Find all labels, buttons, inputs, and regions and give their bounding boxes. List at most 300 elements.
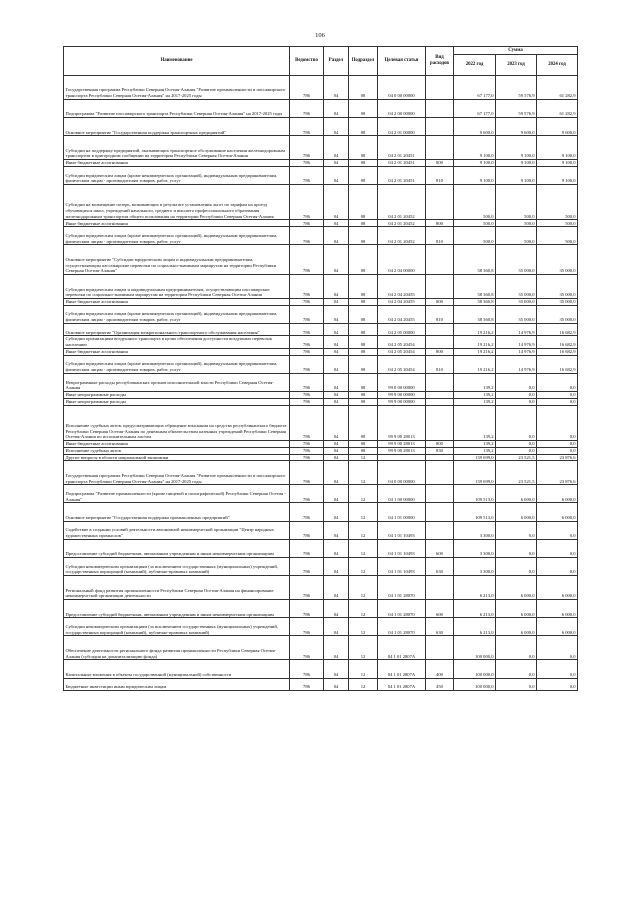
table-row	[64, 440, 578, 447]
row-name: Обеспечение деятельности регионального фонда развития промышленности Республики Северная Осетия-Алания (субсидия на докапитализацию фонда)	[64, 636, 290, 660]
row-sum-2022: 38 360,8	[454, 298, 496, 305]
row-podrazdel: 08	[349, 440, 378, 447]
col-vr-header: Вид расходов	[426, 47, 454, 76]
row-sum-2023: 6 000,0	[496, 600, 537, 618]
row-cs: 04 1 01 10493	[378, 557, 426, 575]
row-ved: 786	[290, 166, 324, 184]
row-ved: 786	[290, 227, 324, 245]
row-vr: 630	[426, 618, 454, 636]
row-ved: 786	[290, 636, 324, 660]
row-vr	[426, 373, 454, 391]
row-razdel: 04	[324, 136, 349, 160]
row-razdel: 04	[324, 600, 349, 618]
row-podrazdel: 12	[349, 576, 378, 600]
row-vr	[426, 503, 454, 521]
row-sum-2022: 6 213,0	[454, 618, 496, 636]
row-razdel: 04	[324, 539, 349, 557]
row-name: Подпрограмма "Развитие промышленности (кроме пищевой и полиграфической) Республики Северная Осетия - Алания"	[64, 485, 290, 503]
table-row	[64, 485, 578, 503]
row-vr	[426, 392, 454, 399]
col-year2-header: 2023 год	[496, 55, 537, 76]
table-row	[64, 660, 578, 678]
row-sum-2024: 16 682,9	[537, 348, 578, 355]
row-name: Государственная программа Республики Северная Осетия-Алания "Развитие промышленности и пассажирского транспорта Республики Северная Осетия-Алания" на 2017-2025 годы	[64, 76, 290, 100]
row-sum-2023: 23 521,5	[496, 461, 537, 485]
row-vr	[426, 136, 454, 160]
row-cs: 99 9 00 00000	[378, 398, 426, 405]
row-sum-2023: 14 976,9	[496, 336, 537, 349]
row-vr	[426, 521, 454, 539]
row-podrazdel: 08	[349, 392, 378, 399]
row-sum-2023: 0,0	[496, 678, 537, 691]
row-podrazdel: 12	[349, 636, 378, 660]
row-vr: 800	[426, 160, 454, 167]
row-cs: 04 2 01 20451	[378, 136, 426, 160]
row-cs: 04 1 01 28070	[378, 600, 426, 618]
row-name: Субсидии на поддержку предприятий, оказывающих транспортное обслуживание населения железнодорожным транспортом в пригородном сообщении на территории Республики Северная Осетия-Алания	[64, 136, 290, 160]
row-podrazdel: 08	[349, 99, 378, 117]
row-sum-2022: 3 300,0	[454, 557, 496, 575]
row-ved: 786	[290, 440, 324, 447]
row-cs: 04 1 01 2807А	[378, 660, 426, 678]
row-razdel: 04	[324, 336, 349, 349]
row-sum-2022: 19 216,2	[454, 323, 496, 336]
row-vr: 600	[426, 539, 454, 557]
row-sum-2024: 16 682,9	[537, 336, 578, 349]
row-sum-2023: 9 600,0	[496, 118, 537, 136]
row-sum-2024: 35 000,0	[537, 245, 578, 275]
row-name: Основное мероприятие "Государственная поддержка промышленных предприятий"	[64, 503, 290, 521]
row-podrazdel: 08	[349, 447, 378, 454]
row-sum-2022: 67 177,0	[454, 99, 496, 117]
row-sum-2022: 100 000,0	[454, 636, 496, 660]
row-podrazdel: 08	[349, 166, 378, 184]
row-sum-2024: 35 000,0	[537, 275, 578, 299]
row-sum-2022: 139,2	[454, 405, 496, 440]
table-row	[64, 678, 578, 691]
row-razdel: 04	[324, 305, 349, 323]
row-ved: 786	[290, 392, 324, 399]
row-cs: 04 1 01 2807А	[378, 678, 426, 691]
row-sum-2023: 35 000,0	[496, 245, 537, 275]
table-row	[64, 539, 578, 557]
row-sum-2023: 6 000,0	[496, 503, 537, 521]
table-row	[64, 118, 578, 136]
table-row	[64, 245, 578, 275]
row-sum-2024: 35 000,0	[537, 305, 578, 323]
row-razdel: 04	[324, 118, 349, 136]
row-cs: 04 2 01 20452	[378, 227, 426, 245]
table-row	[64, 160, 578, 167]
row-sum-2024: 0,0	[537, 678, 578, 691]
row-cs: 04 0 00 00000	[378, 461, 426, 485]
row-sum-2024: 0,0	[537, 405, 578, 440]
table-row	[64, 461, 578, 485]
row-ved: 786	[290, 355, 324, 373]
row-razdel: 04	[324, 405, 349, 440]
row-sum-2023: 35 000,0	[496, 298, 537, 305]
row-cs: 04 2 04 20455	[378, 305, 426, 323]
row-sum-2022: 38 360,8	[454, 245, 496, 275]
row-sum-2022: 139,2	[454, 373, 496, 391]
row-podrazdel: 12	[349, 521, 378, 539]
row-vr: 400	[426, 660, 454, 678]
row-sum-2024: 0,0	[537, 373, 578, 391]
row-cs: 04 2 05 20454	[378, 336, 426, 349]
row-sum-2023: 9 100,0	[496, 160, 537, 167]
row-sum-2023: 35 000,0	[496, 305, 537, 323]
row-sum-2022: 100 000,0	[454, 678, 496, 691]
row-name: Основное мероприятие "Организация межрегионального транспортного обслуживания населения"	[64, 323, 290, 336]
row-ved: 786	[290, 336, 324, 349]
row-ved: 786	[290, 275, 324, 299]
row-razdel: 04	[324, 503, 349, 521]
row-podrazdel: 08	[349, 323, 378, 336]
row-cs: 04 1 01 10493	[378, 521, 426, 539]
row-sum-2024: 9 100,0	[537, 166, 578, 184]
row-vr	[426, 454, 454, 461]
row-sum-2022: 19 216,2	[454, 348, 496, 355]
row-vr: 800	[426, 298, 454, 305]
table-row	[64, 447, 578, 454]
row-cs: 04 0 00 00000	[378, 76, 426, 100]
row-name: Бюджетные инвестиции иным юридическим лицам	[64, 678, 290, 691]
row-sum-2022: 9 100,0	[454, 160, 496, 167]
row-razdel: 04	[324, 348, 349, 355]
row-ved: 786	[290, 576, 324, 600]
row-vr	[426, 576, 454, 600]
page-number: 106	[315, 32, 325, 39]
row-ved: 786	[290, 160, 324, 167]
row-ved: 786	[290, 398, 324, 405]
row-sum-2023: 35 000,0	[496, 275, 537, 299]
row-podrazdel: 12	[349, 600, 378, 618]
row-sum-2023: 0,0	[496, 392, 537, 399]
row-sum-2022: 67 177,0	[454, 76, 496, 100]
row-sum-2022: 19 216,2	[454, 336, 496, 349]
row-sum-2024: 9 100,0	[537, 160, 578, 167]
table-row	[64, 405, 578, 440]
row-sum-2022: 139 699,0	[454, 461, 496, 485]
row-cs: 04 2 01 20451	[378, 166, 426, 184]
row-sum-2022: 19 216,2	[454, 355, 496, 373]
col-razdel-header: Раздел	[324, 47, 349, 76]
row-razdel: 04	[324, 245, 349, 275]
row-ved: 786	[290, 118, 324, 136]
row-cs: 04 2 04 20455	[378, 298, 426, 305]
row-sum-2023: 9 100,0	[496, 136, 537, 160]
row-sum-2023: 500,0	[496, 227, 537, 245]
row-sum-2022: 139,2	[454, 440, 496, 447]
row-sum-2024: 6 000,0	[537, 618, 578, 636]
row-sum-2023: 14 976,9	[496, 323, 537, 336]
row-cs: 04 1 00 00000	[378, 485, 426, 503]
row-cs: 04 2 01 00000	[378, 118, 426, 136]
row-sum-2023: 9 100,0	[496, 166, 537, 184]
row-razdel: 04	[324, 185, 349, 220]
row-podrazdel: 08	[349, 398, 378, 405]
row-razdel: 04	[324, 485, 349, 503]
col-ved-header: Ведомство	[290, 47, 324, 76]
row-sum-2022: 6 213,0	[454, 600, 496, 618]
row-sum-2024: 0,0	[537, 440, 578, 447]
row-ved: 786	[290, 485, 324, 503]
row-vr	[426, 323, 454, 336]
row-podrazdel: 08	[349, 348, 378, 355]
row-vr: 800	[426, 440, 454, 447]
row-razdel: 04	[324, 323, 349, 336]
row-name: Другие вопросы в области национальной экономики	[64, 454, 290, 461]
row-sum-2024: 6 000,0	[537, 600, 578, 618]
row-vr: 810	[426, 227, 454, 245]
row-name: Субсидии некоммерческим организациям (за исключением государственных (муниципальных) учреждений, государственных корпораций (компаний), публично-правовых компаний)	[64, 557, 290, 575]
row-cs: 04 2 04 00000	[378, 245, 426, 275]
row-name: Предоставление субсидий бюджетным, автономным учреждениям и иным некоммерческим организациям	[64, 600, 290, 618]
row-sum-2024: 35 000,0	[537, 298, 578, 305]
row-sum-2023: 0,0	[496, 440, 537, 447]
row-cs: 04 2 00 00000	[378, 99, 426, 117]
row-vr	[426, 99, 454, 117]
row-razdel: 04	[324, 660, 349, 678]
row-razdel: 04	[324, 227, 349, 245]
row-vr	[426, 485, 454, 503]
row-sum-2023: 0,0	[496, 447, 537, 454]
row-sum-2022: 6 213,0	[454, 576, 496, 600]
row-ved: 786	[290, 185, 324, 220]
row-sum-2024: 0,0	[537, 447, 578, 454]
row-cs: 04 1 01 00000	[378, 503, 426, 521]
row-sum-2023: 59 576,9	[496, 99, 537, 117]
row-sum-2023: 0,0	[496, 373, 537, 391]
row-cs: 04 2 05 20454	[378, 348, 426, 355]
row-podrazdel: 08	[349, 185, 378, 220]
row-cs: 04 2 05 20454	[378, 355, 426, 373]
row-ved: 786	[290, 557, 324, 575]
row-sum-2024: 0,0	[537, 636, 578, 660]
table-body	[64, 76, 578, 691]
row-name: Иные бюджетные ассигнования	[64, 298, 290, 305]
row-name: Региональный фонд развития промышленности Республики Северная Осетия-Алания на финансирование некоммерческой организации деятельности	[64, 576, 290, 600]
row-razdel: 04	[324, 440, 349, 447]
row-sum-2023: 6 000,0	[496, 576, 537, 600]
row-name: Непрограммные расходы республиканских органов исполнительной власти Республики Северная Осетия-Алания	[64, 373, 290, 391]
row-sum-2022: 139,2	[454, 398, 496, 405]
table-row	[64, 398, 578, 405]
row-name: Капитальные вложения в объекты государственной (муниципальной) собственности	[64, 660, 290, 678]
row-sum-2024: 23 876,6	[537, 454, 578, 461]
budget-table	[63, 46, 578, 691]
table-row	[64, 636, 578, 660]
row-ved: 786	[290, 447, 324, 454]
row-sum-2024: 0,0	[537, 521, 578, 539]
row-razdel: 04	[324, 392, 349, 399]
row-ved: 786	[290, 405, 324, 440]
row-sum-2022: 9 600,0	[454, 118, 496, 136]
row-vr: 600	[426, 600, 454, 618]
row-sum-2024: 0,0	[537, 557, 578, 575]
row-ved: 786	[290, 245, 324, 275]
row-cs: 04 2 01 20452	[378, 220, 426, 227]
row-name: Исполнение судебных актов	[64, 447, 290, 454]
row-sum-2023: 14 976,9	[496, 355, 537, 373]
row-name: Иные непрограммные расходы	[64, 398, 290, 405]
row-sum-2024: 6 000,0	[537, 576, 578, 600]
row-sum-2024: 500,0	[537, 185, 578, 220]
row-podrazdel: 08	[349, 76, 378, 100]
col-cs-header: Целевая статья	[378, 47, 426, 76]
row-podrazdel: 08	[349, 305, 378, 323]
row-cs: 99 9 00 28013	[378, 405, 426, 440]
table-row	[64, 348, 578, 355]
row-cs: 04 2 01 20452	[378, 185, 426, 220]
row-podrazdel: 12	[349, 618, 378, 636]
row-name: Иные бюджетные ассигнования	[64, 440, 290, 447]
row-razdel: 04	[324, 166, 349, 184]
row-razdel: 04	[324, 557, 349, 575]
row-sum-2024: 6 000,0	[537, 485, 578, 503]
row-vr: 810	[426, 166, 454, 184]
row-name: Субсидии юридическим лицам (кроме некоммерческих организаций), индивидуальным предпринимателям, физическим лицам - производителям товаров, работ, услуг	[64, 227, 290, 245]
row-sum-2024: 61 282,9	[537, 99, 578, 117]
row-sum-2024: 6 000,0	[537, 503, 578, 521]
row-podrazdel: 08	[349, 118, 378, 136]
table-row	[64, 600, 578, 618]
row-vr: 810	[426, 355, 454, 373]
row-ved: 786	[290, 305, 324, 323]
row-sum-2023: 0,0	[496, 405, 537, 440]
col-year3-header: 2024 год	[537, 55, 578, 76]
row-ved: 786	[290, 539, 324, 557]
row-sum-2023: 23 521,5	[496, 454, 537, 461]
row-sum-2024: 0,0	[537, 398, 578, 405]
row-name: Иные бюджетные ассигнования	[64, 220, 290, 227]
row-sum-2024: 16 682,9	[537, 355, 578, 373]
row-sum-2023: 500,0	[496, 220, 537, 227]
row-vr: 830	[426, 447, 454, 454]
table-row	[64, 336, 578, 349]
row-cs	[378, 454, 426, 461]
row-sum-2024: 500,0	[537, 227, 578, 245]
row-vr	[426, 336, 454, 349]
table-row	[64, 521, 578, 539]
row-vr	[426, 76, 454, 100]
row-podrazdel: 12	[349, 485, 378, 503]
table-row	[64, 166, 578, 184]
row-podrazdel: 08	[349, 336, 378, 349]
col-podrazdel-header: Подраздел	[349, 47, 378, 76]
row-vr: 450	[426, 678, 454, 691]
row-podrazdel: 08	[349, 160, 378, 167]
row-podrazdel: 12	[349, 557, 378, 575]
row-cs: 04 2 05 00000	[378, 323, 426, 336]
col-summa-header: Сумма	[454, 47, 578, 55]
table-row	[64, 185, 578, 220]
row-name: Содействие в создании условий деятельности автономной некоммерческой организации "Центр народных художественных промыслов"	[64, 521, 290, 539]
row-sum-2024: 0,0	[537, 660, 578, 678]
row-podrazdel: 08	[349, 136, 378, 160]
table-row	[64, 136, 578, 160]
row-sum-2023: 0,0	[496, 636, 537, 660]
row-sum-2022: 100 000,0	[454, 660, 496, 678]
row-ved: 786	[290, 618, 324, 636]
row-cs: 04 1 01 2807А	[378, 636, 426, 660]
row-podrazdel: 12	[349, 678, 378, 691]
table-row	[64, 305, 578, 323]
row-vr	[426, 245, 454, 275]
row-razdel: 04	[324, 298, 349, 305]
row-podrazdel: 08	[349, 373, 378, 391]
row-sum-2023: 0,0	[496, 557, 537, 575]
row-sum-2022: 500,0	[454, 227, 496, 245]
table-row	[64, 275, 578, 299]
row-vr	[426, 185, 454, 220]
row-sum-2022: 139,2	[454, 447, 496, 454]
row-sum-2023: 0,0	[496, 539, 537, 557]
table-row	[64, 76, 578, 100]
row-podrazdel: 12	[349, 539, 378, 557]
row-name: Иные бюджетные ассигнования	[64, 160, 290, 167]
row-podrazdel: 08	[349, 227, 378, 245]
row-sum-2023: 0,0	[496, 398, 537, 405]
row-sum-2022: 38 360,8	[454, 275, 496, 299]
col-year1-header: 2022 год	[454, 55, 496, 76]
row-sum-2023: 0,0	[496, 660, 537, 678]
row-podrazdel: 08	[349, 355, 378, 373]
row-ved: 786	[290, 521, 324, 539]
row-ved: 786	[290, 136, 324, 160]
col-name-header: Наименование	[64, 47, 290, 76]
row-razdel: 04	[324, 454, 349, 461]
row-sum-2023: 0,0	[496, 521, 537, 539]
row-razdel: 04	[324, 76, 349, 100]
row-razdel: 04	[324, 160, 349, 167]
row-sum-2024: 500,0	[537, 220, 578, 227]
row-razdel: 04	[324, 576, 349, 600]
row-razdel: 04	[324, 373, 349, 391]
table-row	[64, 576, 578, 600]
row-sum-2022: 139 699,0	[454, 454, 496, 461]
row-name: Государственная программа Республики Северная Осетия-Алания "Развитие промышленности и пассажирского транспорта Республики Северная Осетия-Алания" на 2017-2025 годы	[64, 461, 290, 485]
row-sum-2024: 61 282,9	[537, 76, 578, 100]
row-name: Подпрограмма "Развитие пассажирского транспорта Республики Северная Осетия-Алания" на 2017-2025 годы	[64, 99, 290, 117]
table-row	[64, 227, 578, 245]
table-row	[64, 298, 578, 305]
row-name: Иные непрограммные расходы	[64, 392, 290, 399]
row-cs: 99 0 00 00000	[378, 373, 426, 391]
row-podrazdel: 08	[349, 245, 378, 275]
row-cs: 99 9 00 28013	[378, 440, 426, 447]
row-name: Субсидии некоммерческим организациям (за исключением государственных (муниципальных) учреждений, государственных корпораций (компаний), публично-правовых компаний)	[64, 618, 290, 636]
row-podrazdel: 08	[349, 275, 378, 299]
row-ved: 786	[290, 600, 324, 618]
row-podrazdel: 12	[349, 660, 378, 678]
row-ved: 786	[290, 76, 324, 100]
row-cs: 04 2 01 20451	[378, 160, 426, 167]
row-razdel: 04	[324, 99, 349, 117]
table-row	[64, 503, 578, 521]
row-ved: 786	[290, 461, 324, 485]
row-ved: 786	[290, 373, 324, 391]
row-sum-2022: 109 513,0	[454, 503, 496, 521]
row-sum-2024: 16 682,9	[537, 323, 578, 336]
row-razdel: 04	[324, 220, 349, 227]
row-vr	[426, 405, 454, 440]
table-row	[64, 373, 578, 391]
row-sum-2023: 6 000,0	[496, 485, 537, 503]
row-podrazdel: 12	[349, 454, 378, 461]
row-sum-2022: 38 360,8	[454, 305, 496, 323]
row-podrazdel: 12	[349, 503, 378, 521]
